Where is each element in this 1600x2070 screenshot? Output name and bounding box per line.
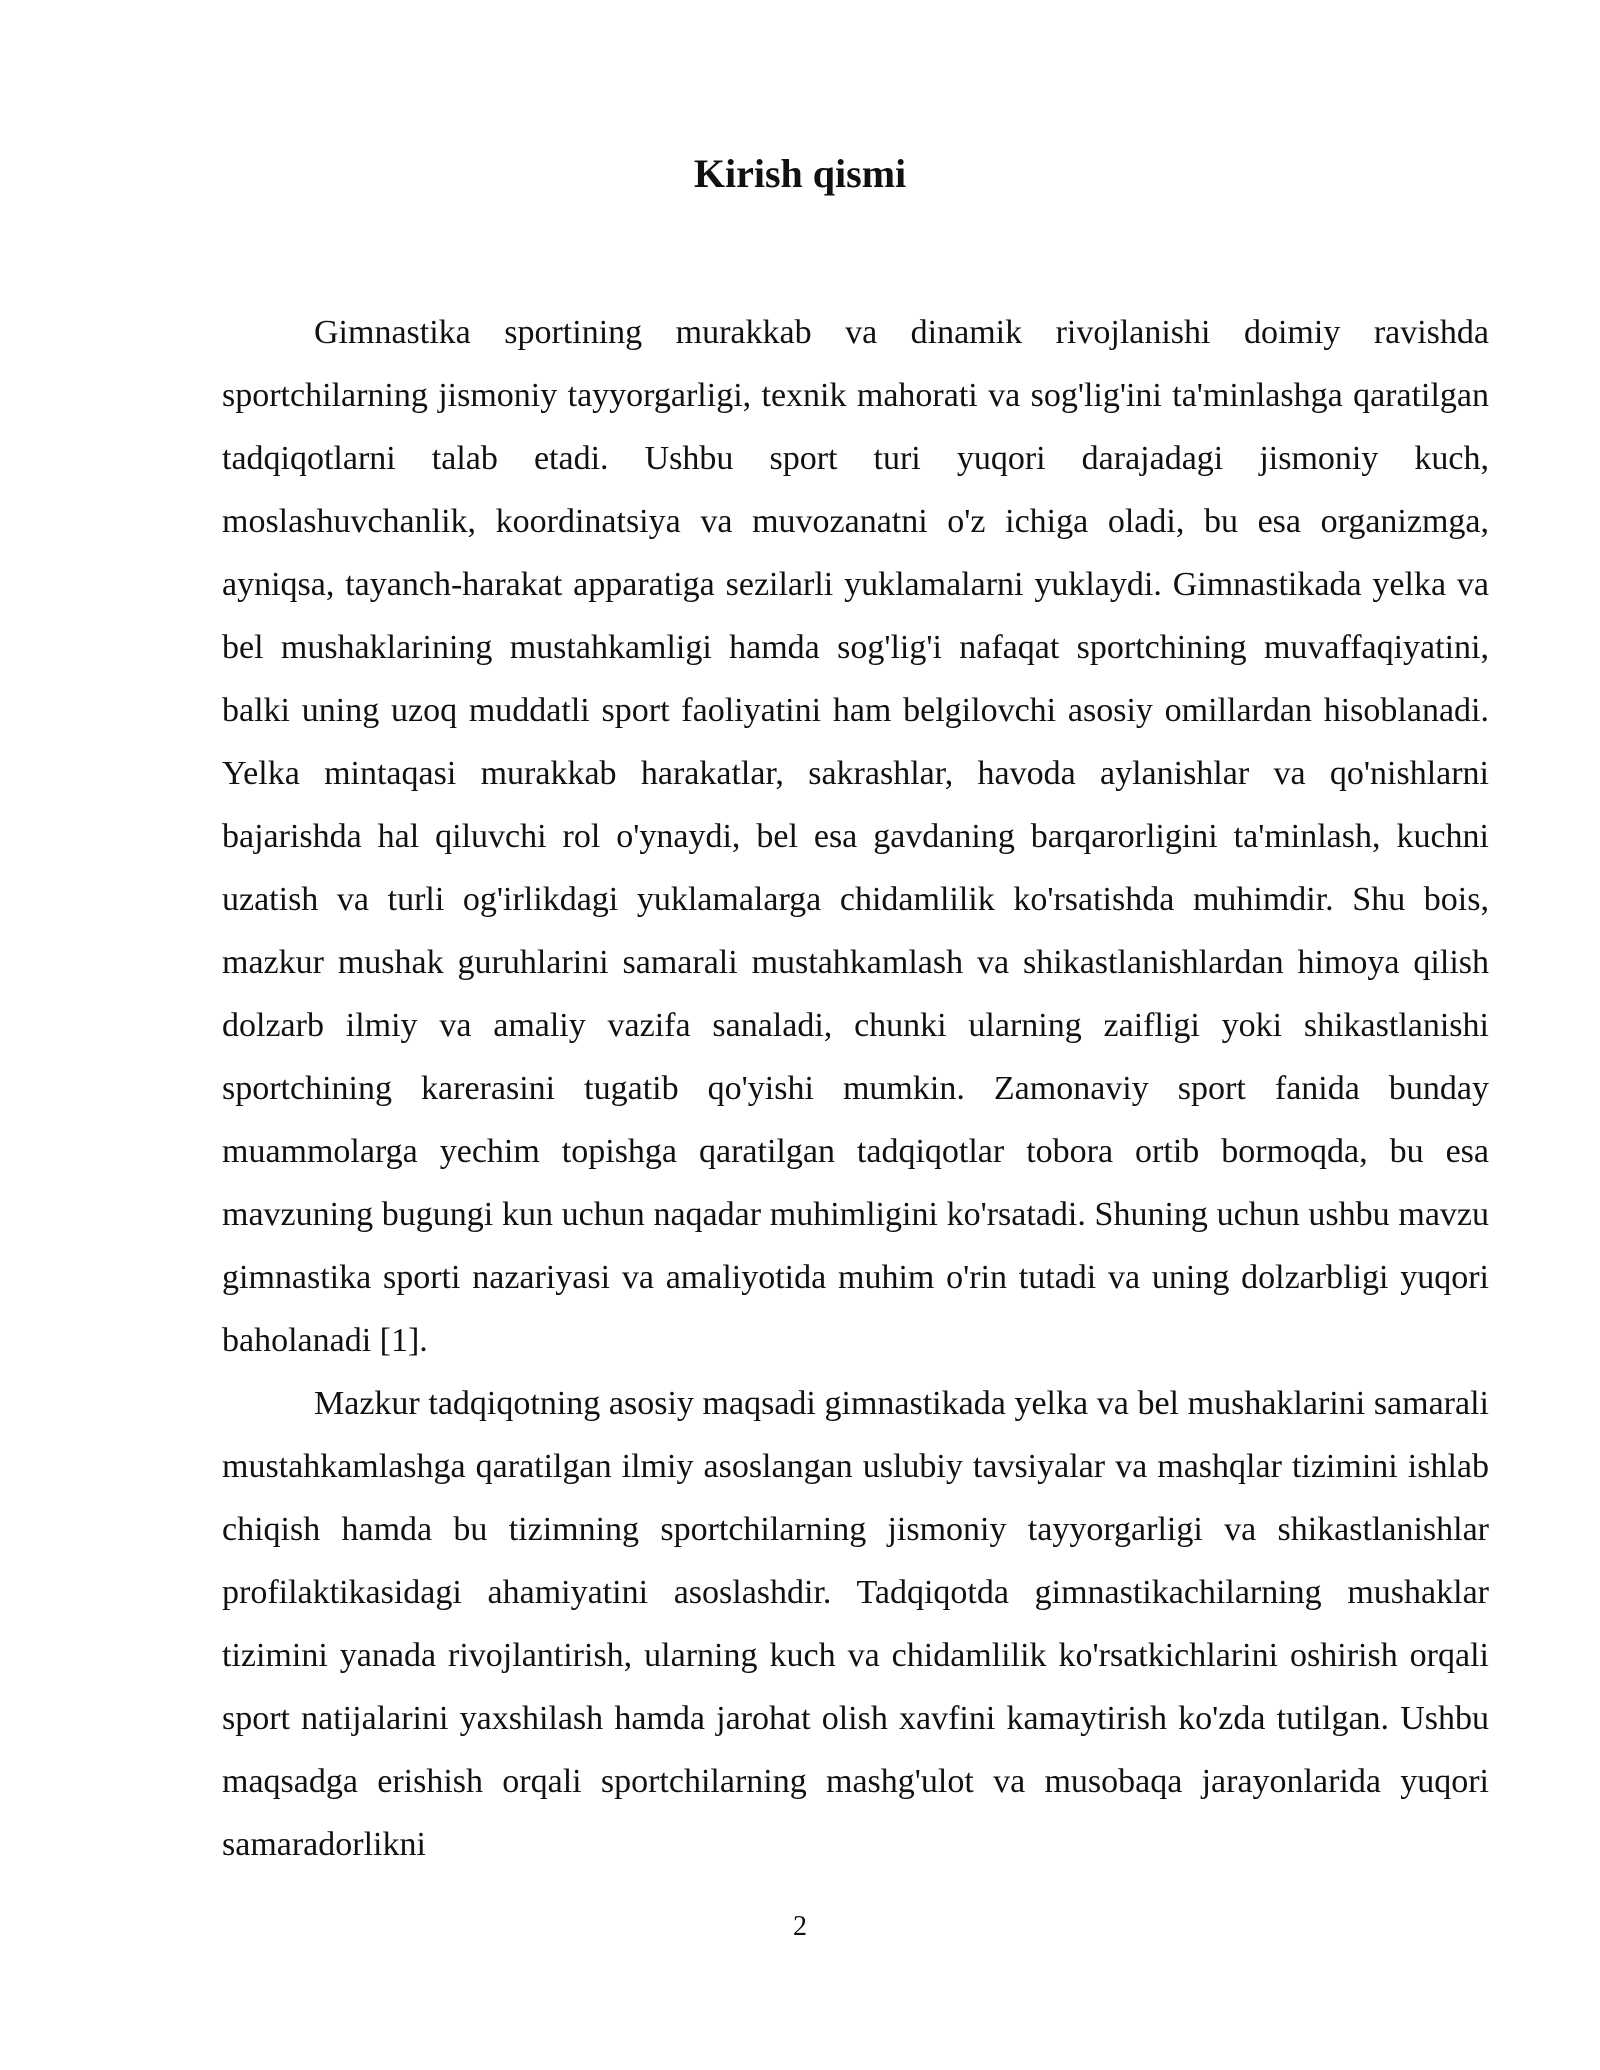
body-text bbox=[222, 301, 1489, 1876]
paragraph-1: Gimnastika sportining murakkab va dinamik rivojlanishi doimiy ravishda sportchilarning jismoniy tayyorgarligi, texnik mahorati va sog'lig'ini ta'minlashga qaratilgan tadqiqotlarni talab etadi. Ushbu sport turi yuqori darajadagi jismoniy kuch, moslashuvchanlik, koordinatsiya va muvozanatni o'z ichiga oladi, bu esa organizmga, ayniqsa, tayanch-harakat apparatiga sezilarli yuklamalarni yuklaydi. Gimnastikada yelka va bel mushaklarining mustahkamligi hamda sog'lig'i nafaqat sportchining muvaffaqiyatini, balki uning uzoq muddatli sport faoliyatini ham belgilovchi asosiy omillardan hisoblanadi. Yelka mintaqasi murakkab harakatlar, sakrashlar, havoda aylanishlar va qo'nishlarni bajarishda hal qiluvchi rol o'ynaydi, bel esa gavdaning barqarorligini ta'minlash, kuchni uzatish va turli og'irlikdagi yuklamalarga chidamlilik ko'rsatishda muhimdir. Shu bois, mazkur mushak guruhlarini samarali mustahkamlash va shikastlanishlardan himoya qilish dolzarb ilmiy va amaliy vazifa sanaladi, chunki ularning zaifligi yoki shikastlanishi sportchining karerasini tugatib qo'yishi mumkin. Zamonaviy sport fanida bunday muammolarga yechim topishga qaratilgan tadqiqotlar tobora ortib bormoqda, bu esa mavzuning bugungi kun uchun naqadar muhimligini ko'rsatadi. Shuning uchun ushbu mavzu gimnastika sporti nazariyasi va amaliyotida muhim o'rin tutadi va uning dolzarbligi yuqori baholanadi [1]. bbox=[222, 314, 1489, 1359]
paragraph-2: Mazkur tadqiqotning asosiy maqsadi gimnastikada yelka va bel mushaklarini samarali mustahkamlashga qaratilgan ilmiy asoslangan uslubiy tavsiyalar va mashqlar tizimini ishlab chiqish hamda bu tizimning sportchilarning jismoniy tayyorgarligi va shikastlanishlar profilaktikasidagi ahamiyatini asoslashdir. Tadqiqotda gimnastikachilarning mushaklar tizimini yanada rivojlantirish, ularning kuch va chidamlilik ko'rsatkichlarini oshirish orqali sport natijalarini yaxshilash hamda jarohat olish xavfini kamaytirish ko'zda tutilgan. Ushbu maqsadga erishish orqali sportchilarning mashg'ulot va musobaqa jarayonlarida yuqori samaradorlikni bbox=[222, 1385, 1489, 1863]
page-number: 2 bbox=[793, 1911, 807, 1942]
page-title: Kirish qismi bbox=[693, 151, 907, 196]
